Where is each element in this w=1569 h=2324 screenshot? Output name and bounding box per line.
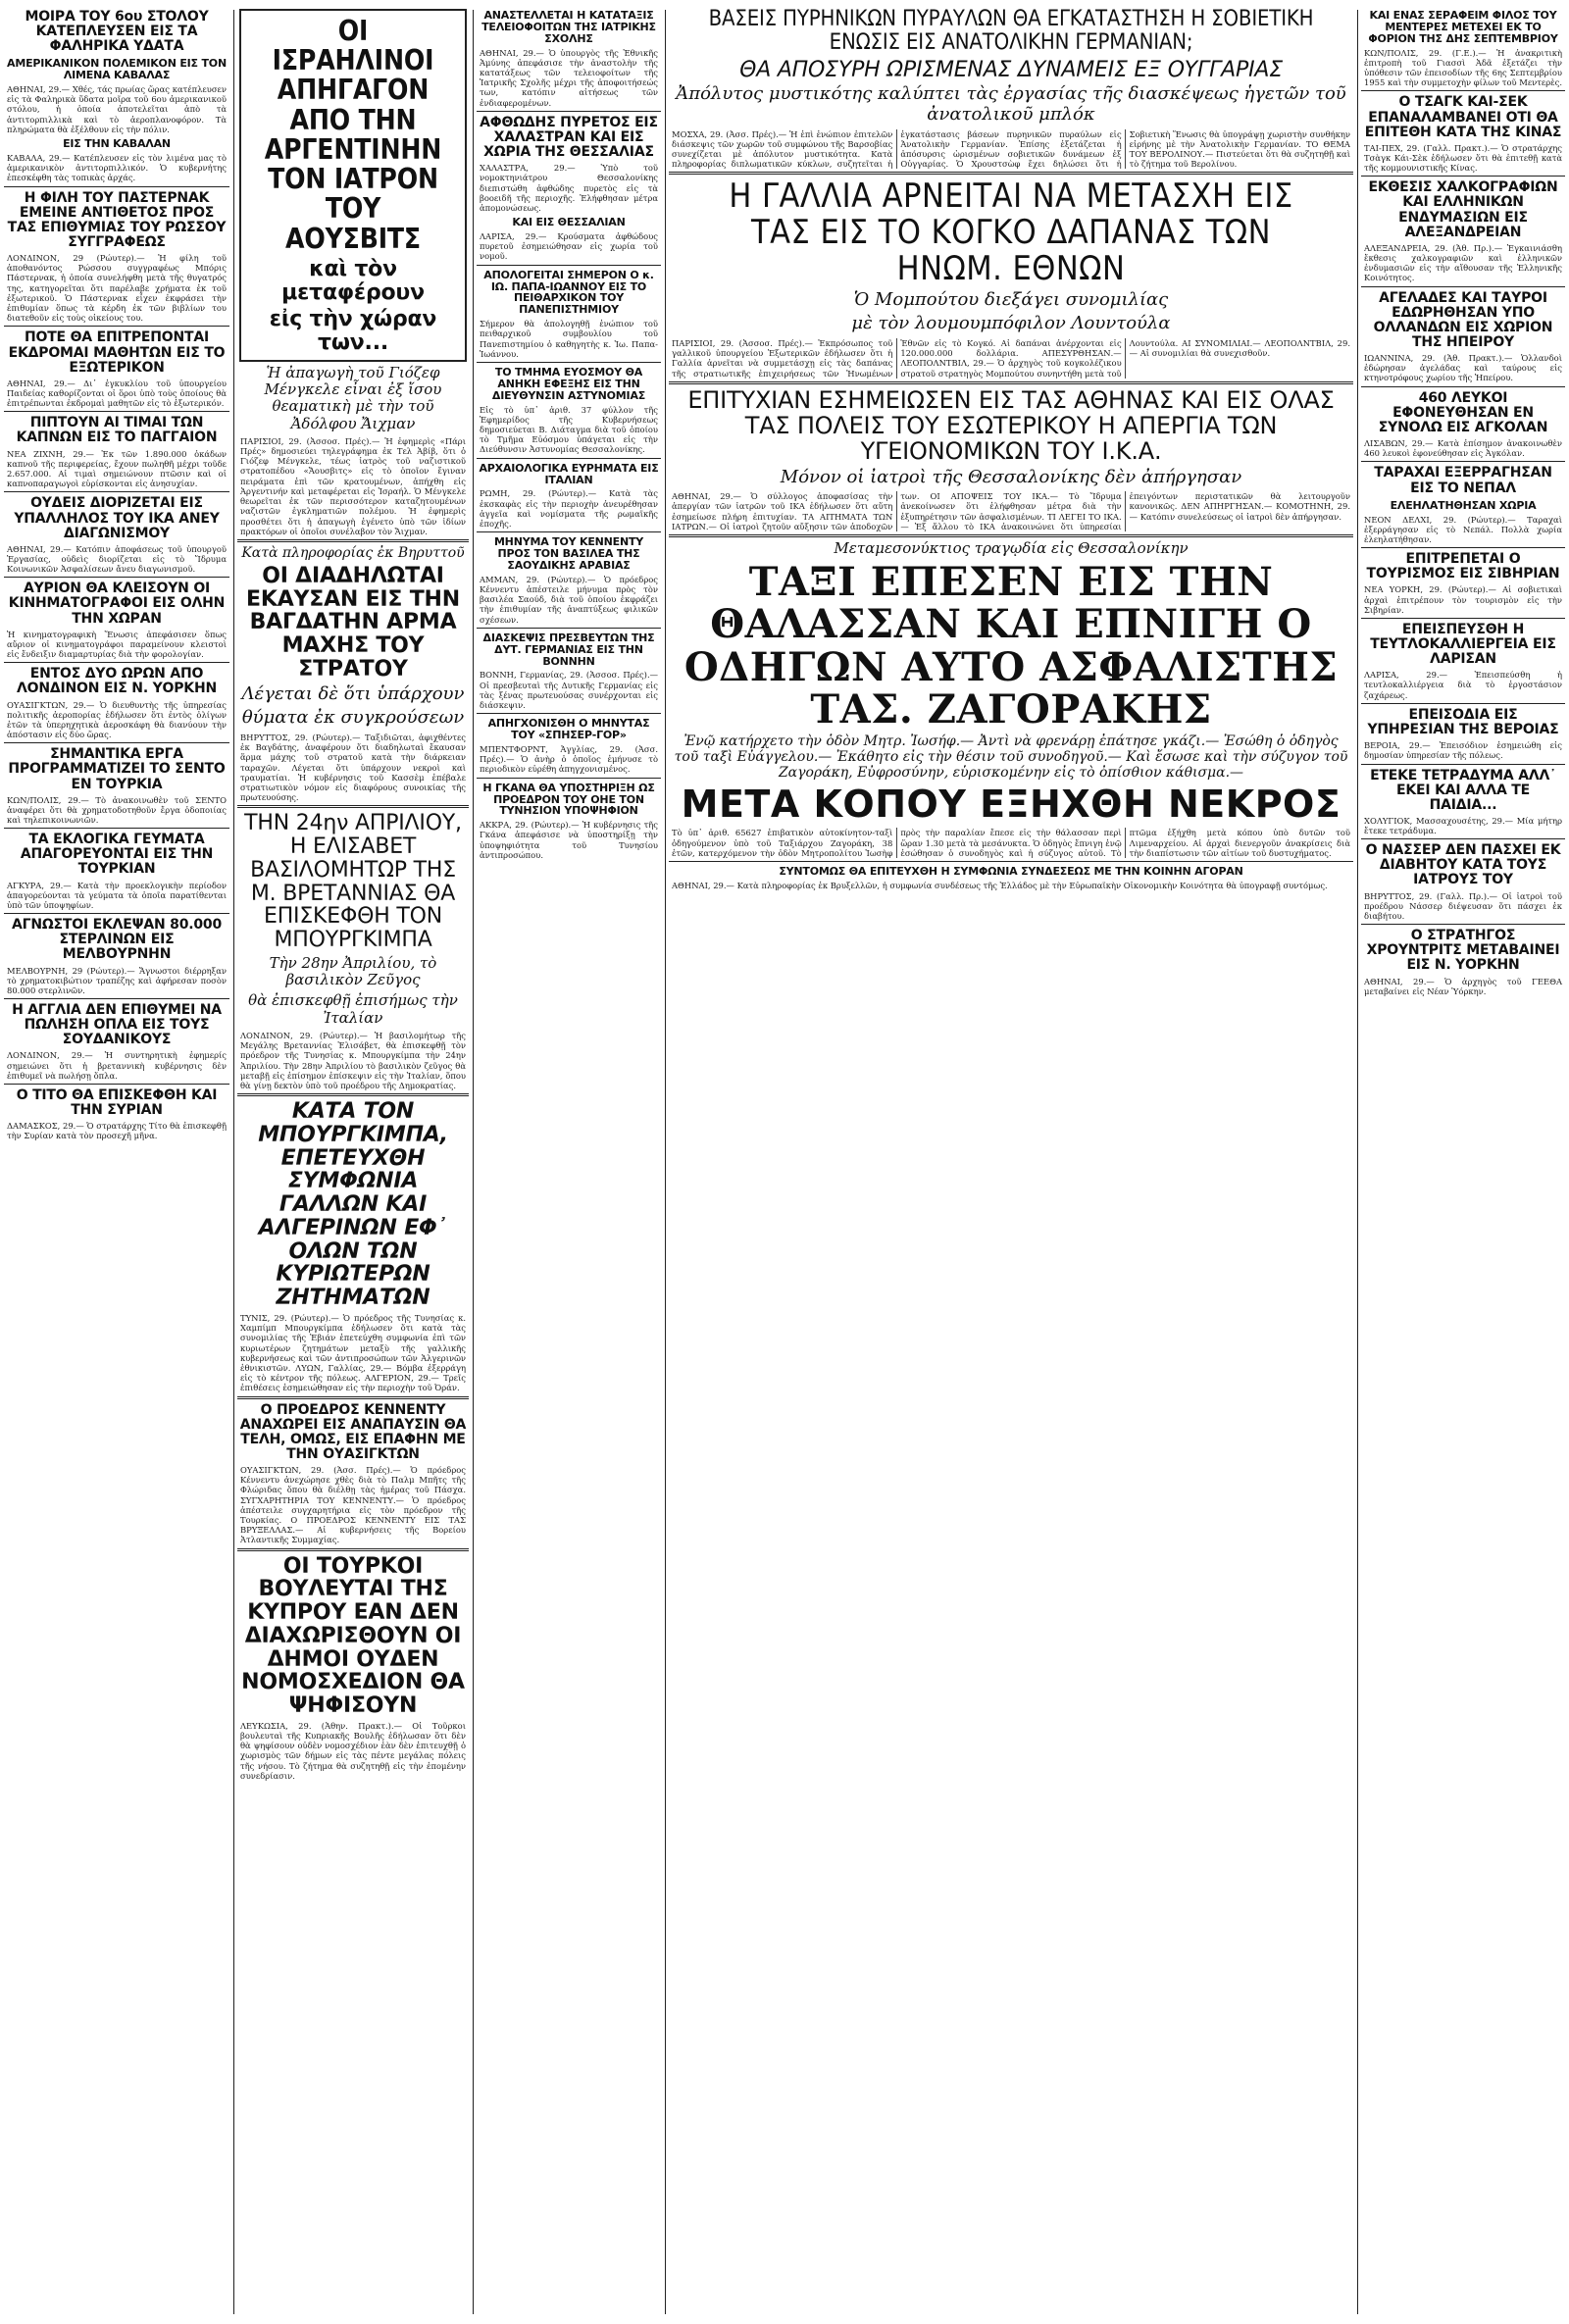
headline: ΣΥΝΤΟΜΩΣ ΘΑ ΕΠΙΤΕΥΧΘΗ Η ΣΥΜΦΩΝΙΑ ΣΥΝΔΕΣΕΩΣ ΜΕ ΤΗΝ ΚΟΙΝΗΝ ΑΓΟΡΑΝ: [779, 864, 1243, 878]
headline: ΕΝΤΟΣ ΔΥΟ ΩΡΩΝ ΑΠΟ ΛΟΝΔΙΝΟΝ ΕΙΣ Ν. ΥΟΡΚΗΝ: [16, 666, 217, 697]
subheadline: Ἀπόλυτος μυστικότης καλύπτει τὰς ἐργασίας τῆς διασκέψεως ἡγετῶν τοῦ ἀνατολικοῦ μπλόκ: [676, 83, 1346, 125]
article-text: ΒΟΝΝΗ, Γερμανίας, 29. (Ἀσσοσ. Πρές).— Οἱ πρεσβευταὶ τῆς Δυτικῆς Γερμανίας εἰς τὰς ξένας πρωτευούσας συνέρχονται εἰς διάσκεψιν.: [480, 670, 658, 711]
headline: εἰς τὴν χώραν των...: [269, 307, 437, 356]
article-text: Ἡ κινηματογραφικὴ Ἕνωσις ἀπεφάσισεν ὅπως αὔριον οἱ κινηματογράφοι παραμείνουν κλειστοὶ εἰς ἔνδειξιν διαμαρτυρίας διὰ τὴν φορολογίαν.: [7, 629, 227, 660]
subheadline: Μόνον οἱ ἰατροὶ τῆς Θεσσαλονίκης δὲν ἀπήργησαν: [780, 466, 1242, 487]
headline: ΤΟ ΤΜΗΜΑ ΕΥΟΣΜΟΥ ΘΑ ΑΝΗΚΗ ΕΦΕΞΗΣ ΕΙΣ ΤΗΝ ΔΙΕΥΘΥΝΣΙΝ ΑΣΤΥΝΟΜΙΑΣ: [491, 365, 646, 402]
headline: ΘΑ ΑΠΟΣΥΡΗ ΩΡΙΣΜΕΝΑΣ ΔΥΝΑΜΕΙΣ ΕΞ ΟΥΓΓΑΡΙΑΣ: [739, 57, 1283, 82]
headline: ΑΡΧΑΙΟΛΟΓΙΚΑ ΕΥΡΗΜΑΤΑ ΕΙΣ ΙΤΑΛΙΑΝ: [479, 461, 659, 486]
article-text: ΒΗΡΥΤΤΟΣ, 29. (Ρώυτερ).— Ταξιδιῶται, ἀφιχθέντες ἐκ Βαγδάτης, ἀναφέρουν ὅτι διαδηλωταὶ ἔκαυσαν ἅρμα μάχης τοῦ στρατοῦ κατὰ τὴν διάρκειαν ταραχῶν. Λέγεται ὅτι ὑπάρχουν νεκροὶ καὶ τραυματίαι. Ἡ κυβέρνησις τοῦ Κασσὲμ ἐπέβαλε στρατιωτικὸν νόμον εἰς διαφόρους συνοικίας τῆς πρωτευούσης.: [240, 733, 466, 803]
headline: ΑΥΡΙΟΝ ΘΑ ΚΛΕΙΣΟΥΝ ΟΙ ΚΙΝΗΜΑΤΟΓΡΑΦΟΙ ΕΙΣ ΟΛΗΝ ΤΗΝ ΧΩΡΑΝ: [8, 581, 226, 627]
headline: ΒΑΣΕΙΣ ΠΥΡΗΝΙΚΩΝ ΠΥΡΑΥΛΩΝ ΘΑ ΕΓΚΑΤΑΣΤΗΣΗ Η ΣΟΒΙΕΤΙΚΗ ΕΝΩΣΙΣ ΕΙΣ ΑΝΑΤΟΛΙΚΗΝ ΓΕΡΜΑΝΙΑΝ;: [708, 7, 1314, 55]
headline: ΠΟΤΕ ΘΑ ΕΠΙΤΡΕΠΟΝΤΑΙ ΕΚΔΡΟΜΑΙ ΜΑΘΗΤΩΝ ΕΙΣ ΤΟ ΕΞΩΤΕΡΙΚΟΝ: [8, 329, 226, 376]
article-text: ΜΟΣΧΑ, 29. (Ἀσσ. Πρές).— Ἡ ἐπὶ ἑνώπιον ἐπιτελῶν διάσκεψις τῶν χωρῶν τοῦ συμφώνου τῆς Βαρσοβίας συνεχίζεται μὲ ἀπόλυτον μυστικότητα. Κατὰ πληροφορίας διπλωματικῶν κύκλων, συζητεῖται ἡ ἐγκατάστασις βάσεων πυρηνικῶν πυραύλων εἰς Ἀνατολικὴν Γερμανίαν. Ἐπίσης ἐξετάζεται ἡ ἀπόσυρσις ὡρισμένων σοβιετικῶν δυνάμεων ἐξ Οὐγγαρίας. Ὁ Χρουστσὼφ ἔχει δηλώσει ὅτι ἡ Σοβιετικὴ Ἕνωσις θὰ ὑπογράψῃ χωριστὴν συνθήκην εἰρήνης μὲ τὴν Ἀνατολικὴν Γερμανίαν. ΤΟ ΘΕΜΑ ΤΟΥ ΒΕΡΟΛΙΝΟΥ.— Πιστεύεται ὅτι θὰ συζητηθῇ καὶ τὸ ζήτημα τοῦ Βερολίνου.: [672, 128, 1350, 170]
headline: ΕΤΕΚΕ ΤΕΤΡΑΔΥΜΑ ΑΛΛ᾽ ΕΚΕΙ ΚΑΙ ΑΛΛΑ ΤΕ ΠΑΙΔΙΑ...: [1370, 767, 1556, 813]
article-text: ΠΑΡΙΣΙΟΙ, 29. (Ἀσσοσ. Πρές).— Ἐκπρόσωπος τοῦ γαλλικοῦ ὑπουργείου Ἐξωτερικῶν ἐδήλωσεν ὅτι ἡ Γαλλία ἀρνεῖται νὰ συμμετάσχῃ εἰς τὰς δαπάνας τῆς στρατιωτικῆς ἐπιχειρήσεως τῶν Ἡνωμένων Ἐθνῶν εἰς τὸ Κογκό. Αἱ δαπάναι ἀνέρχονται εἰς 120.000.000 δολλάρια. ΑΠΕΣΥΡΘΗΣΑΝ.— ΛΕΟΠΟΛΝΤΒΙΛ, 29.— Ὁ ἀρχηγὸς τοῦ κογκολέζικου στρατοῦ στρατηγὸς Μομπούτου συνηντήθη μετὰ τοῦ Λουντούλα. ΑΙ ΣΥΝΟΜΙΛΙΑΙ.— ΛΕΟΠΟΛΝΤΒΙΛ, 29.— Αἱ συνομιλίαι θὰ συνεχισθοῦν.: [672, 337, 1350, 379]
column-rule: [473, 10, 474, 2314]
column-2: [237, 6, 469, 2316]
headline: ΕΚΘΕΣΙΣ ΧΑΛΚΟΓΡΑΦΙΩΝ ΚΑΙ ΕΛΛΗΝΙΚΩΝ ΕΝΔΥΜΑΣΙΩΝ ΕΙΣ ΑΛΕΞΑΝΔΡΕΙΑΝ: [1368, 179, 1558, 240]
headline: ΟΙ ΤΟΥΡΚΟΙ ΒΟΥΛΕΥΤΑΙ ΤΗΣ ΚΥΠΡΟΥ ΕΑΝ ΔΕΝ ΔΙΑΧΩΡΙΣΘΟΥΝ ΟΙ ΔΗΜΟΙ ΟΥΔΕΝ ΝΟΜΟΣΧΕΔΙΟΝ ΘΑ ΨΗΦΙΣΟΥΝ: [241, 1553, 465, 1719]
headline: Η ΑΓΓΛΙΑ ΔΕΝ ΕΠΙΘΥΜΕΙ ΝΑ ΠΩΛΗΣΗ ΟΠΛΑ ΕΙΣ ΤΟΥΣ ΣΟΥΔΑΝΙΚΟΥΣ: [12, 1002, 222, 1048]
article-text: ΝΕΑ ΖΙΧΝΗ, 29.— Ἐκ τῶν 1.890.000 ὀκάδων καπνοῦ τῆς περιφερείας, ἔχουν πωληθῆ μέχρι τοῦδε 2.657.000. Αἱ τιμαὶ σημειώνουν πτῶσιν καὶ οἱ καπνοπαραγωγοὶ εὑρίσκονται εἰς ἀνησυχίαν.: [7, 448, 227, 489]
article-text: ΒΕΡΟΙΑ, 29.— Ἐπεισόδιον ἐσημειώθη εἰς δημοσίαν ὑπηρεσίαν τῆς πόλεως.: [1364, 740, 1562, 761]
column-5: [1361, 6, 1565, 2316]
column-1: [4, 6, 229, 2316]
headline: ΤΗΝ 24ην ΑΠΡΙΛΙΟΥ, Η ΕΛΙΣΑΒΕΤ ΒΑΣΙΛΟΜΗΤΩΡ ΤΗΣ Μ. ΒΡΕΤΑΝΝΙΑΣ ΘΑ ΕΠΙΣΚΕΦΘΗ ΤΟΝ ΜΠΟΥΡΓΚΙΜΠΑ: [244, 811, 462, 953]
headline: Ο ΣΤΡΑΤΗΓΟΣ ΧΡΟΥΝΤΡΙΤΣ ΜΕΤΑΒΑΙΝΕΙ ΕΙΣ Ν. ΥΟΡΚΗΝ: [1366, 928, 1560, 974]
column-4: [669, 6, 1353, 2316]
article-text: ΑΘΗΝΑΙ, 29.— Χθές, τάς πρωίας ὥρας κατέπλευσεν εἰς τὰ Φαληρικὰ ὕδατα μοῖρα τοῦ 6ου ἀμερικανικοῦ στόλου, ἡ ὁποία ἀποτελεῖται ἀπὸ τὰ ἀντιτορπιλλικὰ καὶ τὸ ἀεροπλανοφόρον. Τὰ πληρώματα θὰ ἐξέλθουν εἰς τὴν πόλιν.: [7, 84, 227, 134]
article-text: ΑΛΕΞΑΝΔΡΕΙΑ, 29. (Ἀθ. Πρ.).— Ἐγκαινιάσθη ἔκθεσις χαλκογραφιῶν καὶ ἑλληνικῶν ἐνδυμασιῶν εἰς τὴν αἴθουσαν τῆς Ἑλληνικῆς Κοινότητος.: [1364, 242, 1562, 283]
headline: ΔΙΑΣΚΕΨΙΣ ΠΡΕΣΒΕΥΤΩΝ ΤΗΣ ΔΥΤ. ΓΕΡΜΑΝΙΑΣ ΕΙΣ ΤΗΝ ΒΟΝΝΗΝ: [482, 631, 655, 668]
headline: ΤΑΞΙ ΕΠΕΣΕΝ ΕΙΣ ΤΗΝ ΘΑΛΑΣΣΑΝ ΚΑΙ ΕΠΝΙΓΗ Ο ΟΔΗΓΩΝ ΑΥΤΟ ΑΣΦΑΛΙΣΤΗΣ ΤΑΣ. ΖΑΓΟΡΑΚΗΣ: [683, 559, 1339, 733]
headline: ΤΑΡΑΧΑΙ ΕΞΕΡΡΑΓΗΣΑΝ ΕΙΣ ΤΟ ΝΕΠΑΛ: [1374, 465, 1552, 496]
article-text: ΤΥΝΙΣ, 29. (Ρώυτερ).— Ὁ πρόεδρος τῆς Τυνησίας κ. Χαμπίμπ Μπουργκίμπα ἐδήλωσεν ὅτι κατὰ τὰς συνομιλίας τῆς Ἐβιάν ἐπετεύχθη συμφωνία ἐπὶ τῶν κυριωτέρων ζητημάτων μεταξὺ τῆς γαλλικῆς κυβερνήσεως καὶ τῶν ἀντιπροσώπων τῶν Ἀλγερινῶν ἐθνικιστῶν. ΛΥΩΝ, Γαλλίας, 29.— Βόμβα ἐξερράγη εἰς τὸ κέντρον τῆς πόλεως. ΑΛΓΕΡΙΟΝ, 29.— Τρεῖς ἐπιθέσεις ἐσημειώθησαν εἰς τὴν περιοχὴν τοῦ Ὀράν.: [240, 1312, 466, 1393]
kicker: Μεταμεσονύκτιος τραγῳδία εἰς Θεσσαλονίκην: [834, 539, 1189, 557]
article-text: ΝΕΟΝ ΔΕΛΧΙ, 29. (Ρώυτερ).— Ταραχαὶ ἐξερράγησαν εἰς τὸ Νεπάλ. Πολλὰ χωρία ἐλεηλατήθησαν.: [1364, 514, 1562, 544]
headline: Ο ΠΡΟΕΔΡΟΣ ΚΕΝΝΕΝΤΥ ΑΝΑΧΩΡΕΙ ΕΙΣ ΑΝΑΠΑΥΣΙΝ ΘΑ ΤΕΛΗ, ΟΜΩΣ, ΕΙΣ ΕΠΑΦΗΝ ΜΕ ΤΗΝ ΟΥΑΣΙΓΚΤΩΝ: [239, 1401, 467, 1462]
article-text: ΑΘΗΝΑΙ, 29.— Δι᾽ ἐγκυκλίου τοῦ ὑπουργείου Παιδείας καθορίζονται οἱ ὅροι ὑπὸ τοὺς ὁποίους θὰ ἐπιτρέπωνται ἐκδρομαὶ μαθητῶν εἰς τὸ ἐξωτερικόν.: [7, 378, 227, 409]
headline: 460 ΛΕΥΚΟΙ ΕΦΟΝΕΥΘΗΣΑΝ ΕΝ ΣΥΝΟΛΩ ΕΙΣ ΑΓΚΟΛΑΝ: [1378, 389, 1548, 435]
article-text: ΛΟΝΔΙΝΟΝ, 29.— Ἡ συντηρητικὴ ἐφημερίς σημειώνει ὅτι ἡ βρεταννικὴ κυβέρνησις δὲν ἐπιθυμεῖ νὰ πωλήσῃ ὅπλα.: [7, 1050, 227, 1081]
article-text: ΛΙΣΑΒΩΝ, 29.— Κατὰ ἐπίσημον ἀνακοινωθὲν 460 λευκοὶ ἐφονεύθησαν εἰς Ἀγκόλαν.: [1364, 438, 1562, 459]
article-text: ΛΑΡΙΣΑ, 29.— Ἐπεισπεύσθη ἡ τευτλοκαλλιέργεια διὰ τὸ ἐργοστάσιον ζαχάρεως.: [1364, 670, 1562, 700]
article-text: ΡΩΜΗ, 29. (Ρώυτερ).— Κατὰ τὰς ἐκσκαφὰς εἰς τὴν περιοχὴν ἀνευρέθησαν ἀγγεῖα καὶ νομίσματα τῆς ρωμαϊκῆς ἐποχῆς.: [480, 488, 658, 529]
headline: ΑΠΟΛΟΓΕΙΤΑΙ ΣΗΜΕΡΟΝ Ο κ. ΙΩ. ΠΑΠΑ-ΙΩΑΝΝΟΥ ΕΙΣ ΤΟ ΠΕΙΘΑΡΧΙΚΟΝ ΤΟΥ ΠΑΝΕΠΙΣΤΗΜΙΟΥ: [483, 268, 654, 317]
headline: ΟΥΔΕΙΣ ΔΙΟΡΙΖΕΤΑΙ ΕΙΣ ΥΠΑΛΛΗΛΟΣ ΤΟΥ ΙΚΑ ΑΝΕΥ ΔΙΑΓΩΝΙΣΜΟΥ: [14, 495, 220, 541]
article-text: ΧΟΛΥΓΙΟΚ, Μασσαχουσέτης, 29.— Μία μήτηρ ἔτεκε τετράδυμα.: [1364, 815, 1562, 836]
article-text: ΚΑΒΑΛΑ, 29.— Κατέπλευσεν εἰς τὸν λιμένα μας τὸ ἀμερικανικὸν ἀντιτορπιλλικόν. Ὁ κυβερνήτης ἐπεσκέφθη τὰς τοπικὰς ἀρχάς.: [7, 152, 227, 183]
article-text: ΑΓΚΥΡΑ, 29.— Κατὰ τὴν προεκλογικὴν περίοδον ἀπαγορεύονται τὰ γεύματα τὰ ὁποῖα παρατίθενται ὑπὸ τῶν ὑποψηφίων.: [7, 880, 227, 910]
kicker: Κατὰ πληροφορίας ἐκ Βηρυττοῦ: [241, 544, 465, 561]
headline: ΟΙ ΔΙΑΔΗΛΩΤΑΙ ΕΚΑΥΣΑΝ ΕΙΣ ΤΗΝ ΒΑΓΔΑΤΗΝ ΑΡΜΑ ΜΑΧΗΣ ΤΟΥ ΣΤΡΑΤΟΥ: [246, 563, 460, 682]
subheadline: μὲ τὸν λουμουμπόφιλον Λουντούλα: [851, 313, 1171, 334]
headline: ΑΓΝΩΣΤΟΙ ΕΚΛΕΨΑΝ 80.000 ΣΤΕΡΛΙΝΩΝ ΕΙΣ ΜΕΛΒΟΥΡΝΗΝ: [11, 917, 223, 963]
headline: Ο ΝΑΣΣΕΡ ΔΕΝ ΠΑΣΧΕΙ ΕΚ ΔΙΑΒΗΤΟΥ ΚΑΤΑ ΤΟΥΣ ΙΑΤΡΟΥΣ ΤΟΥ: [1365, 842, 1561, 888]
subheadline: Ὁ Μομπούτου διεξάγει συνομιλίας: [853, 288, 1169, 310]
headline: Η ΓΑΛΛΙΑ ΑΡΝΕΙΤΑΙ ΝΑ ΜΕΤΑΣΧΗ ΕΙΣ ΤΑΣ ΕΙΣ ΤΟ ΚΟΓΚΟ ΔΑΠΑΝΑΣ ΤΩΝ ΗΝΩΜ. ΕΘΝΩΝ: [729, 177, 1293, 288]
headline: ΟΙ ΙΣΡΑΗΛΙΝΟΙ ΑΠΗΓΑΓΟΝ ΑΠΟ ΤΗΝ ΑΡΓΕΝΤΙΝΗΝ ΤΟΝ ΙΑΤΡΟΝ ΤΟΥ ΑΟΥΣΒΙΤΣ: [264, 15, 442, 255]
headline: ΚΑΙ ΕΝΑΣ ΣΕΡΑΦΕΙΜ ΦΙΛΟΣ ΤΟΥ ΜΕΝΤΕΡΕΣ ΜΕΤΕΧΕΙ ΕΚ ΤΟ ΦΟΡΙΟΝ ΤΗΣ ΔΗΣ ΣΕΠΤΕΜΒΡΙΟΥ: [1368, 9, 1558, 45]
article-text: ΧΑΛΑΣΤΡΑ, 29.— Ὑπὸ τοῦ νομοκτηνιάτρου Θεσσαλονίκης διεπιστώθη ἀφθώδης πυρετὸς εἰς τὰ βοοειδῆ τῆς περιοχῆς. Ἐλήφθησαν μέτρα ἀπομονώσεως.: [480, 163, 658, 213]
headline: ΑΠΗΓΧΟΝΙΣΘΗ Ο ΜΗΝΥΤΑΣ ΤΟΥ «ΣΠΗΣΕΡ-ΓΟΡ»: [487, 717, 650, 742]
headline: Η ΓΚΑΝΑ ΘΑ ΥΠΟΣΤΗΡΙΞΗ ΩΣ ΠΡΟΕΔΡΟΝ ΤΟΥ ΟΗΕ ΤΟΝ ΤΥΝΗΣΙΟΝ ΥΠΟΨΗΦΙΟΝ: [482, 781, 655, 818]
headline: ΕΠΕΙΣΠΕΥΣΘΗ Η ΤΕΥΤΛΟΚΑΛΛΙΕΡΓΕΙΑ ΕΙΣ ΛΑΡΙΣΑΝ: [1370, 621, 1556, 668]
article-text: ΟΥΑΣΙΓΚΤΩΝ, 29.— Ὁ διευθυντὴς τῆς ὑπηρεσίας πολιτικῆς ἀεροπορίας ἐδήλωσεν ὅτι ἐντὸς ὀλίγων ἐτῶν τὰ ὑπερηχητικὰ ἀεροσκάφη θὰ διανύουν τὴν ἀπόστασιν εἰς δύο ὥρας.: [7, 699, 227, 740]
article-text: ΤΑΙ-ΠΕΧ, 29. (Γαλλ. Πρακτ.).— Ὁ στρατάρχης Τσὰγκ Κάι-Σὲκ ἐδήλωσεν ὅτι θὰ ἐπιτεθῇ κατὰ τῆς κομμουνιστικῆς Κίνας.: [1364, 142, 1562, 174]
article-text: ΑΚΚΡΑ, 29. (Ρώυτερ).— Ἡ κυβέρνησις τῆς Γκάνα ἀπεφάσισε νὰ ὑποστηρίξῃ τὴν ὑποψηφιότητα τοῦ Τυνησίου ἀντιπροσώπου.: [480, 820, 658, 860]
headline: ΕΠΙΤΡΕΠΕΤΑΙ Ο ΤΟΥΡΙΣΜΟΣ ΕΙΣ ΣΙΒΗΡΙΑΝ: [1366, 551, 1560, 582]
headline: ΤΑ ΕΚΛΟΓΙΚΑ ΓΕΥΜΑΤΑ ΑΠΑΓΟΡΕΥΟΝΤΑΙ ΕΙΣ ΤΗΝ ΤΟΥΡΚΙΑΝ: [20, 832, 214, 878]
headline: ΑΝΑΣΤΕΛΛΕΤΑΙ Η ΚΑΤΑΤΑΞΙΣ ΤΕΛΕΙΟΦΟΙΤΩΝ ΤΗΣ ΙΑΤΡΙΚΗΣ ΣΧΟΛΗΣ: [481, 9, 656, 45]
article-text: ΑΘΗΝΑΙ, 29.— Κατόπιν ἀποφάσεως τοῦ ὑπουργοῦ Ἐργασίας, οὐδεὶς διορίζεται εἰς τὸ Ἵδρυμα Κοινωνικῶν Ἀσφαλίσεων ἄνευ διαγωνισμοῦ.: [7, 543, 227, 575]
article-text: ΝΕΑ ΥΟΡΚΗ, 29. (Ρώυτερ).— Αἱ σοβιετικαὶ ἀρχαὶ ἐπιτρέπουν τὸν τουρισμὸν εἰς τὴν Σιβηρίαν.: [1364, 584, 1562, 615]
headline: ΜΗΝΥΜΑ ΤΟΥ ΚΕΝΝΕΝΤΥ ΠΡΟΣ ΤΟΝ ΒΑΣΙΛΕΑ ΤΗΣ ΣΑΟΥΔΙΚΗΣ ΑΡΑΒΙΑΣ: [493, 535, 644, 572]
article-text: ΛΕΥΚΩΣΙΑ, 29. (Ἀθην. Πρακτ.).— Οἱ Τοῦρκοι βουλευταὶ τῆς Κυπριακῆς Βουλῆς ἐδήλωσαν ὅτι δὲν θὰ ψηφίσουν οὐδὲν νομοσχέδιον ἐὰν δὲν ἐπιτευχθῇ ὁ χωρισμὸς τῶν δήμων εἰς τὰς πέντε μεγάλας πόλεις τῆς νήσου. Τὸ ζήτημα θὰ συζητηθῇ εἰς τὴν ἐπομένην συνεδρίασιν.: [240, 1720, 466, 1781]
headline: Η ΦΙΛΗ ΤΟΥ ΠΑΣΤΕΡΝΑΚ ΕΜΕΙΝΕ ΑΝΤΙΘΕΤΟΣ ΠΡΟΣ ΤΑΣ ΕΠΙΘΥΜΙΑΣ ΤΟΥ ΡΩΣΣΟΥ ΣΥΓΓΡΑΦΕΩΣ: [7, 189, 227, 250]
headline: Ο ΤΣΑΓΚ ΚΑΙ-ΣΕΚ ΕΠΑΝΑΛΑΜΒΑΝΕΙ ΟΤΙ ΘΑ ΕΠΙΤΕΘΗ ΚΑΤΑ ΤΗΣ ΚΙΝΑΣ: [1364, 94, 1562, 140]
subheadline: θὰ ἐπισκεφθῇ ἐπισήμως τὴν Ἰταλίαν: [248, 991, 458, 1027]
column-rule: [1357, 10, 1358, 2314]
article-text: ΑΘΗΝΑΙ, 29.— Ὁ σύλλογος ἀποφασίσας τὴν ἀπεργίαν τῶν ἰατρῶν τοῦ ΙΚΑ ἐδήλωσεν ὅτι αὕτη ἐσημείωσε πλήρη ἐπιτυχίαν. ΤΑ ΑΙΤΗΜΑΤΑ ΤΩΝ ΙΑΤΡΩΝ.— Οἱ ἰατροὶ ζητοῦν αὔξησιν τῶν ἀποδοχῶν των. ΟΙ ΑΠΟΨΕΙΣ ΤΟΥ ΙΚΑ.— Τὸ Ἵδρυμα ἀνεκοίνωσεν ὅτι ἐλήφθησαν μέτρα διὰ τὴν ἐξυπηρέτησιν τῶν ἀσφαλισμένων. ΤΙ ΛΕΓΕΙ ΤΟ ΙΚΑ.— Ἐξ ἄλλου τὸ ΙΚΑ ἀνακοινώνει ὅτι ὑπηρεσίαι ἐπειγόντων περιστατικῶν θὰ λειτουργοῦν κανονικῶς. ΔΕΝ ΑΠΗΡΓΗΣΑΝ.— ΚΟΜΟΤΗΝΗ, 29.— Κατόπιν συνελεύσεως οἱ ἰατροὶ δὲν ἀπήργησαν.: [672, 491, 1350, 531]
article-text: ΑΘΗΝΑΙ, 29.— Ὁ ἀρχηγὸς τοῦ ΓΕΕΘΑ μεταβαίνει εἰς Νέαν Ὑόρκην.: [1364, 976, 1562, 996]
column-rule: [233, 10, 234, 2314]
headline: καὶ τὸν μεταφέρουν: [281, 256, 425, 305]
subheadline: θύματα ἐκ συγκρούσεων: [241, 707, 465, 729]
headline: ΠΙΠΤΟΥΝ ΑΙ ΤΙΜΑΙ ΤΩΝ ΚΑΠΝΩΝ ΕΙΣ ΤΟ ΠΑΓΓΑΙΟΝ: [16, 415, 218, 446]
headline: ΜΕΤΑ ΚΟΠΟΥ ΕΞΗΧΘΗ ΝΕΚΡΟΣ: [681, 783, 1341, 827]
subheadline: Τὴν 28ην Ἀπριλίου, τὸ βασιλικὸν Ζεῦγος: [269, 953, 437, 989]
article-text: ΚΩΝ/ΠΟΛΙΣ, 29.— Τὸ ἀνακοινωθὲν τοῦ ΣΕΝΤΟ ἀναφέρει ὅτι θὰ χρηματοδοτηθοῦν ἔργα ὁδοποιίας καὶ τηλεπικοινωνιῶν.: [7, 794, 227, 826]
headline: Ο ΤΙΤΟ ΘΑ ΕΠΙΣΚΕΦΘΗ ΚΑΙ ΤΗΝ ΣΥΡΙΑΝ: [16, 1087, 218, 1119]
article-text: ΚΩΝ/ΠΟΛΙΣ, 29. (Γ.Ε.).— Ἡ ἀνακριτικὴ ἐπιτροπὴ τοῦ Γιασσὶ Ἀδᾶ ἐξετάζει τὴν ὑπόθεσιν τῶν ἐπεισοδίων τῆς 6ης Σεπτεμβρίου 1955 καὶ τὴν συμμετοχὴν φίλων τοῦ Μεντερὲς.: [1364, 47, 1562, 88]
article-text: ΛΟΝΔΙΝΟΝ, 29 (Ρώυτερ).— Ἡ φίλη τοῦ ἀποθανόντος Ρώσσου συγγραφέως Μπόρις Πάστερνακ, ἡ ὁποία συνελήφθη μετὰ τῆς θυγατρός της, κατηγορεῖται ὅτι παρέλαβε χρήματα ἐκ τοῦ ἐξωτερικοῦ. Ὁ Πάστερνακ εἶχεν ἐκφράσει τὴν ἐπιθυμίαν ὅπως τὰ κέρδη ἐκ τῶν βιβλίων του διατεθοῦν εἰς τοὺς οἰκείους του.: [7, 253, 227, 324]
article-text: ΙΩΑΝΝΙΝΑ, 29. (Ἀθ. Πρακτ.).— Ὁλλανδοὶ ἐδώρησαν ἀγελάδας καὶ ταύρους εἰς κτηνοτρόφους χωρίου τῆς Ἠπείρου.: [1364, 353, 1562, 383]
headline: ΣΗΜΑΝΤΙΚΑ ΕΡΓΑ ΠΡΟΓΡΑΜΜΑΤΙΖΕΙ ΤΟ ΣΕΝΤΟ ΕΝ ΤΟΥΡΚΙΑ: [8, 746, 226, 792]
headline: ΕΛΕΗΛΑΤΗΘΗΣΑΝ ΧΩΡΙΑ: [1390, 498, 1537, 512]
article-text: ΒΗΡΥΤΤΟΣ, 29. (Γαλλ. Πρ.).— Οἱ ἰατροὶ τοῦ προέδρου Νάσσερ διέψευσαν ὅτι πάσχει ἐκ διαβήτου.: [1364, 890, 1562, 921]
article-text: ΟΥΑΣΙΓΚΤΩΝ, 29. (Ἀσσ. Πρές).— Ὁ πρόεδρος Κέννεντυ ἀνεχώρησε χθὲς διὰ τὸ Παλμ Μπῆτς τῆς Φλώριδας ὅπου θὰ διέλθῃ τὰς ἡμέρας τοῦ Πάσχα. ΣΥΓΧΑΡΗΤΗΡΙΑ ΤΟΥ ΚΕΝΝΕΝΤΥ.— Ὁ πρόεδρος ἀπέστειλε συγχαρητήρια εἰς τὸν πρόεδρον τῆς Τουρκίας. Ο ΠΡΟΕΔΡΟΣ ΚΕΝΝΕΝΤΥ ΕΙΣ ΤΑΣ ΒΡΥΞΕΛΛΑΣ.— Αἱ κυβερνήσεις τῆς Βορείου Ἀτλαντικῆς Συμμαχίας.: [240, 1464, 466, 1545]
headline: ΚΑΙ ΕΙΣ ΘΕΣΣΑΛΙΑΝ: [512, 216, 626, 229]
article-text: ΑΘΗΝΑΙ, 29.— Ὁ ὑπουργὸς τῆς Ἐθνικῆς Ἀμύνης ἀπεφάσισε τὴν ἀναστολὴν τῆς κατατάξεως τῶν τελειοφοίτων τῆς Ἰατρικῆς Σχολῆς μέχρι τῆς ἀποφοιτήσεώς των, κατόπιν αἰτήσεως τῶν ἐνδιαφερομένων.: [480, 47, 658, 108]
article-text: ΛΑΡΙΣΑ, 29.— Κρούσματα ἀφθώδους πυρετοῦ ἐσημειώθησαν εἰς χωρία τοῦ νομοῦ.: [480, 231, 658, 262]
subheadline: Λέγεται δὲ ὅτι ὑπάρχουν: [241, 682, 465, 704]
headline: ΑΦΘΩΔΗΣ ΠΥΡΕΤΟΣ ΕΙΣ ΧΑΛΑΣΤΡΑΝ ΚΑΙ ΕΙΣ ΧΩΡΙΑ ΤΗΣ ΘΕΣΣΑΛΙΑΣ: [480, 114, 658, 161]
article-text: ΜΠΕΝΤΦΟΡΝΤ, Ἀγγλίας, 29. (Ἀσσ. Πρές).— Ὁ ἀνὴρ ὁ ὁποῖος ἐμήνυσε τὸ περιοδικὸν εὑρέθη ἀπηγχονισμένος.: [480, 744, 658, 775]
headline: ΕΠΙΤΥΧΙΑΝ ΕΣΗΜΕΙΩΣΕΝ ΕΙΣ ΤΑΣ ΑΘΗΝΑΣ ΚΑΙ ΕΙΣ ΟΛΑΣ ΤΑΣ ΠΟΛΕΙΣ ΤΟΥ ΕΣΩΤΕΡΙΚΟΥ Η ΑΠΕΡΓΙΑ ΤΩΝ ΥΓΕΙΟΝΟΜΙΚΩΝ ΤΟΥ Ι.Κ.Α.: [687, 385, 1335, 465]
column-rule: [665, 10, 666, 2314]
column-3: [477, 6, 661, 2316]
headline: ΕΙΣ ΤΗΝ ΚΑΒΑΛΑΝ: [63, 137, 171, 151]
headline: ΜΟΙΡΑ ΤΟΥ 6ου ΣΤΟΛΟΥ ΚΑΤΕΠΛΕΥΣΕΝ ΕΙΣ ΤΑ ΦΑΛΗΡΙΚΑ ΥΔΑΤΑ: [25, 9, 209, 55]
article-text: Τὸ ὑπ᾽ ἀριθ. 65627 ἐπιβατικὸν αὐτοκίνητον-ταξὶ ὁδηγούμενον ὑπὸ τοῦ Ταξιάρχου Ζαγοράκη, 38 ἐτῶν, κατερχόμενον τὴν ὁδὸν Μητροπολίτου Ἰωσὴφ πρὸς τὴν παραλίαν ἔπεσε εἰς τὴν θάλασσαν περὶ ὥραν 1.30 μετὰ τὰ μεσάνυκτα. Ὁ ὁδηγὸς ἔπνιγη ἐνῷ ἐσώθησαν ὁ συνοδηγὸς καὶ ἡ σύζυγος αὐτοῦ. Τὸ πτῶμα ἐξήχθη μετὰ κόπου ὑπὸ δυτῶν τοῦ Λιμεναρχείου. Αἱ ἀρχαὶ διενεργοῦν ἀνακρίσεις διὰ τὴν διαπίστωσιν τῶν αἰτίων τοῦ δυστυχήματος.: [672, 828, 1350, 858]
headline: ΑΜΕΡΙΚΑΝΙΚΟΝ ΠΟΛΕΜΙΚΟΝ ΕΙΣ ΤΟΝ ΛΙΜΕΝΑ ΚΑΒΑΛΑΣ: [7, 57, 227, 82]
subheadline: Ἡ ἀπαγωγὴ τοῦ Γιόζεφ Μένγκελε εἶναι ἐξ ἴσου θεαματικὴ μὲ τὴν τοῦ Ἀδόλφου Ἄιχμαν: [264, 363, 442, 432]
article-text: ΑΜΜΑΝ, 29. (Ρώυτερ).— Ὁ πρόεδρος Κέννεντυ ἀπέστειλε μήνυμα πρὸς τὸν βασιλέα Σαούδ, διὰ τοῦ ὁποίου ἐκφράζει τὴν ἐπιθυμίαν τῆς ἀναπτύξεως φιλικῶν σχέσεων.: [480, 574, 658, 625]
article-text: ΜΕΛΒΟΥΡΝΗ, 29 (Ρώυτερ).— Ἄγνωστοι διέρρηξαν τὸ χρηματοκιβώτιον τραπέζης καὶ ἀφήρεσαν ποσὸν 80.000 στερλινῶν.: [7, 965, 227, 995]
article-text: ΛΟΝΔΙΝΟΝ, 29. (Ρώυτερ).— Ἡ βασιλομήτωρ τῆς Μεγάλης Βρεταννίας Ἐλισάβετ, θὰ ἐπισκεφθῇ τὸν πρόεδρον τῆς Τυνησίας κ. Μπουργκίμπα τὴν 24ην Ἀπριλίου. Τὴν 28ην Ἀπριλίου τὸ βασιλικὸν ζεῦγος θὰ μεταβῇ εἰς ἐπίσημον ἐπίσκεψιν εἰς τὴν Ἰταλίαν, ὅπου θὰ γίνῃ δεκτὸν ὑπὸ τοῦ προέδρου τῆς Δημοκρατίας.: [240, 1030, 466, 1090]
article-text: ΔΑΜΑΣΚΟΣ, 29.— Ὁ στρατάρχης Τίτο θὰ ἐπισκεφθῇ τὴν Συρίαν κατὰ τὸν προσεχῆ μῆνα.: [7, 1121, 227, 1141]
article-text: ΑΘΗΝΑΙ, 29.— Κατὰ πληροφορίας ἐκ Βρυξελλῶν, ἡ συμφωνία συνδέσεως τῆς Ἑλλάδος μὲ τὴν Εὐρωπαϊκὴν Οἰκονομικὴν Κοινότητα θὰ ὑπογραφῇ συντόμως.: [672, 880, 1328, 890]
article-text: ΠΑΡΙΣΙΟΙ, 29. (Ἀσσοσ. Πρές).— Ἡ ἐφημερὶς «Πάρι Πρές» δημοσιεύει τηλεγράφημα ἐκ Τελ Ἀβίβ, ὅτι ὁ Γιόζεφ Μένγκελε, τέως ἰατρὸς τοῦ ναζιστικοῦ στρατοπέδου «Ἄουσβιτς» εἰς τὸ ὁποῖον ἔγιναν πειράματα ἐπὶ τῶν κρατουμένων, ἀπήχθη εἰς Ἀργεντινήν καὶ μεταφέρεται εἰς Ἰσραήλ. Ὁ Μένγκελε θεωρεῖται ἐκ τῶν περισσότερον καταζητουμένων ναζιστῶν ἐγκληματιῶν πολέμου. Ἡ ἐφημερὶς προσθέτει ὅτι ἡ ἀπαγωγὴ ἐγένετο ὑπὸ τῶν ἰδίων πρακτόρων οἱ ὁποῖοι συνέλαβον τὸν Ἄιχμαν.: [240, 435, 466, 536]
headline: ΑΓΕΛΑΔΕΣ ΚΑΙ ΤΑΥΡΟΙ ΕΔΩΡΗΘΗΣΑΝ ΥΠΟ ΟΛΛΑΝΔΩΝ ΕΙΣ ΧΩΡΙΟΝ ΤΗΣ ΗΠΕΙΡΟΥ: [1373, 289, 1553, 350]
article-text: Εἰς τὸ ὑπ᾽ ἀριθ. 37 φύλλον τῆς Ἐφημερίδος τῆς Κυβερνήσεως δημοσιεύεται Β. Διάταγμα διὰ τοῦ ὁποίου τὸ Τμῆμα Εὐόσμου ὑπάγεται εἰς τὴν Διεύθυνσιν Ἀστυνομίας Θεσσαλονίκης.: [480, 404, 658, 455]
subheadline: Ἐνῷ κατήρχετο τὴν ὁδὸν Μητρ. Ἰωσήφ.— Ἀντὶ νὰ φρενάρῃ ἐπάτησε γκάζι.— Ἐσώθη ὁ ὁδηγὸς τοῦ ταξὶ Εὐάγγελου.— Ἐκάθητο εἰς τὴν θέσιν τοῦ συνοδηγοῦ.— Καὶ ἔσωσε καὶ τὴν σύζυγον τοῦ Ζαγοράκη, Εὐφροσύνην, εὑρισκομένην εἰς τὸ ὀπίσθιον κάθισμα.—: [674, 733, 1348, 782]
article-text: Σήμερον θὰ ἀπολογηθῇ ἐνώπιον τοῦ πειθαρχικοῦ συμβουλίου τοῦ Πανεπιστημίου ὁ καθηγητὴς κ. Ἰω. Παπα-Ἰωάννου.: [480, 319, 658, 359]
headline: ΕΠΕΙΣΟΔΙΑ ΕΙΣ ΥΠΗΡΕΣΙΑΝ ΤΗΣ ΒΕΡΟΙΑΣ: [1367, 706, 1559, 737]
headline: ΚΑΤΑ ΤΟΝ ΜΠΟΥΡΓΚΙΜΠΑ, ΕΠΕΤΕΥΧΘΗ ΣΥΜΦΩΝΙΑ ΓΑΛΛΩΝ ΚΑΙ ΑΛΓΕΡΙΝΩΝ ΕΦ᾽ ΟΛΩΝ ΤΩΝ ΚΥΡΙΩΤΕΡΩΝ ΖΗΤΗΜΑΤΩΝ: [258, 1099, 448, 1311]
